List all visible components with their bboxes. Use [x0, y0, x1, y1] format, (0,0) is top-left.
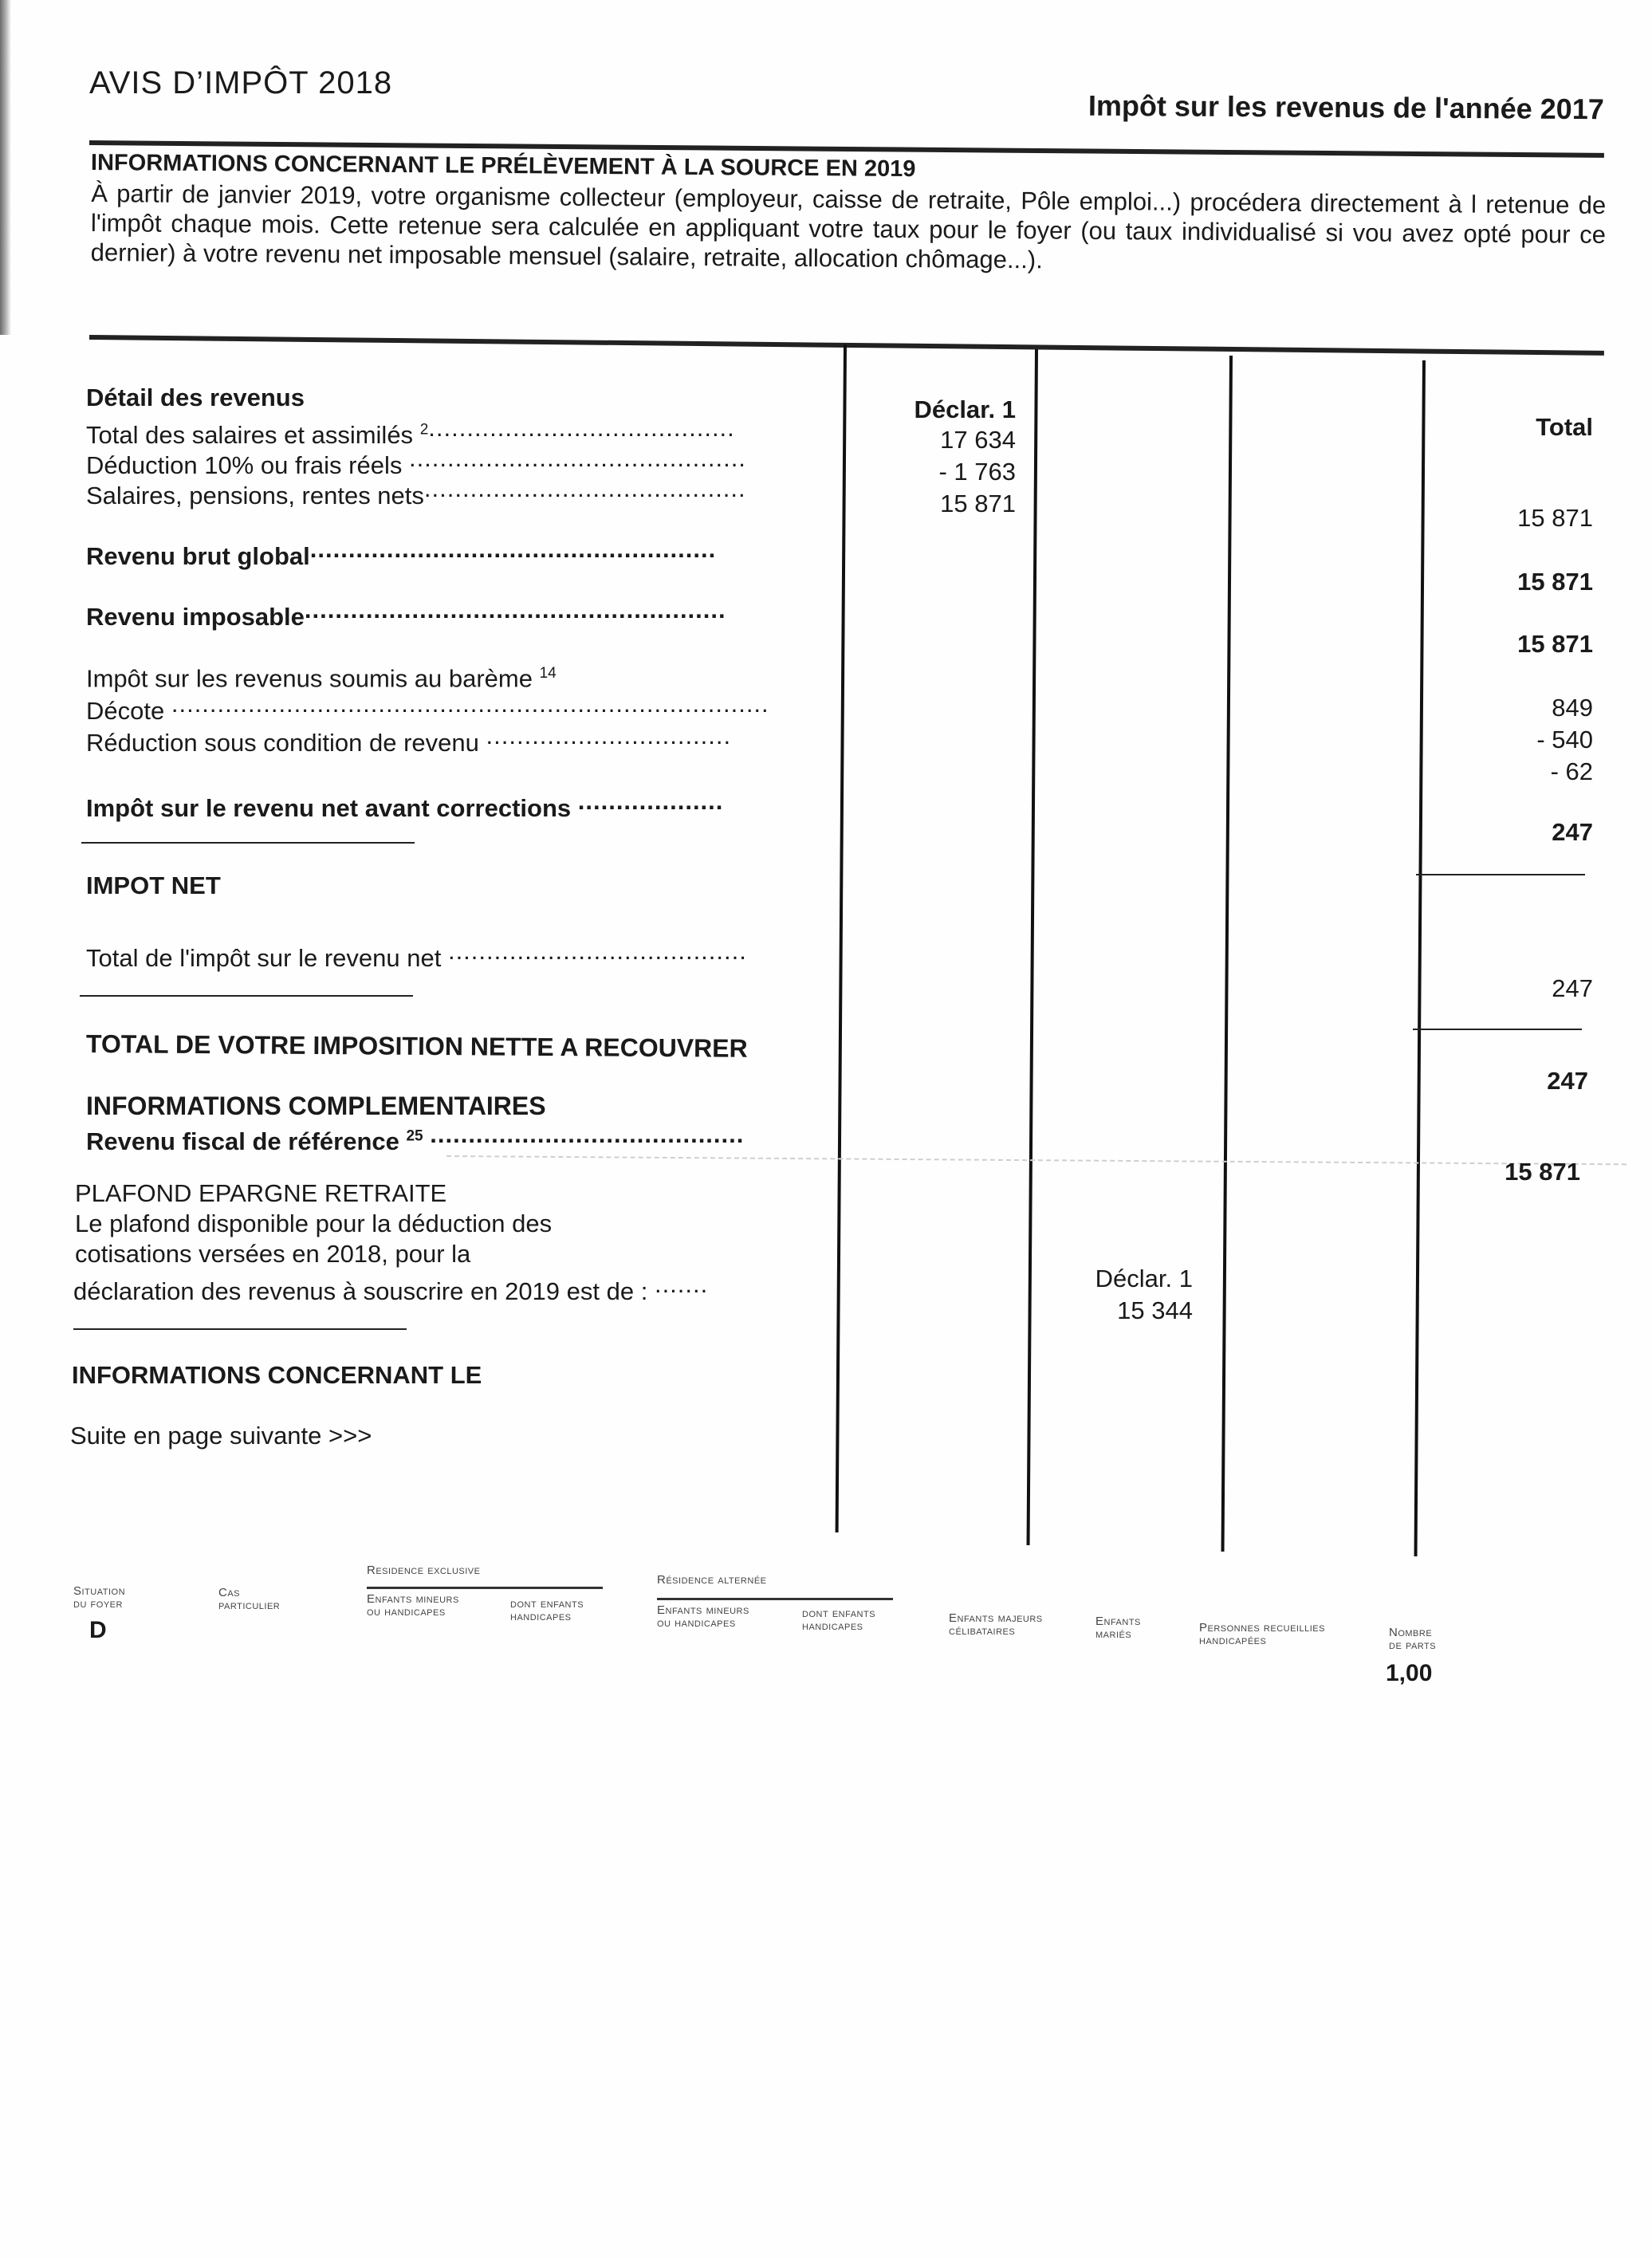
- leader-dots: ................................: [486, 722, 732, 749]
- res-alt-col2-label: [802, 1607, 875, 1633]
- footer-label-line: dont enfants: [510, 1597, 584, 1611]
- complementaires-heading: INFORMATIONS COMPLEMENTAIRES: [86, 1092, 546, 1120]
- notice-title: AVIS D’IMPÔT 2018: [89, 65, 393, 100]
- footer-label-line: Nombre: [1389, 1626, 1433, 1639]
- footer-rule: [367, 1587, 603, 1589]
- leader-dots: .......................................................: [304, 596, 726, 624]
- footer-label-line: ou handicapes: [657, 1616, 736, 1630]
- plafond-line3: [73, 1269, 708, 1307]
- row-avant-corrections-label: [86, 786, 723, 824]
- footer-label-line: mariés: [1095, 1627, 1132, 1641]
- rfr-label: [86, 1119, 744, 1157]
- row-avant-corrections-total: 247: [1552, 818, 1593, 846]
- footer-situation-label: [73, 1585, 125, 1611]
- row-nets-total: 15 871: [1517, 504, 1593, 532]
- row-salaires-declar1: 17 634: [940, 426, 1016, 454]
- leader-dots: ............................................: [408, 444, 746, 472]
- plafond-declar-label: Déclar. 1: [1095, 1265, 1193, 1292]
- rfr-value: 15 871: [1504, 1158, 1580, 1186]
- row-label-text: Impôt sur le revenu net avant corrections: [86, 794, 572, 822]
- footer-label-line: handicapes: [510, 1610, 572, 1623]
- parts-value: 1,00: [1386, 1660, 1433, 1686]
- leader-dots: ..........................................: [423, 474, 746, 502]
- row-label-text: Total des salaires et assimilés: [86, 421, 414, 449]
- plafond-line1: Le plafond disponible pour la déduction des: [75, 1210, 553, 1237]
- footer-label-line: handicapées: [1199, 1634, 1267, 1647]
- impot-net-heading: IMPOT NET: [86, 871, 221, 899]
- row-imposable-total: 15 871: [1517, 630, 1593, 658]
- imposition-totale-value: 247: [1547, 1067, 1588, 1095]
- res-excl-col1-label: [367, 1593, 459, 1619]
- row-label-text: Revenu brut global: [86, 542, 310, 570]
- footnote-ref: 25: [406, 1127, 423, 1145]
- footer-label-line: du foyer: [73, 1597, 123, 1611]
- column-divider: [1414, 360, 1426, 1556]
- footer-label-line: handicapes: [802, 1619, 863, 1633]
- prelevement-text: À partir de janvier 2019, votre organisme collecteur (employeur, caisse de retraite, Pôle emploi...) procédera directement à l retenue de l'impôt chaque mois. Cette retenue sera calculée en appliquant votre taux pour le foyer (ou taux individualisé si vou avez opté pour ce dernier) à votre revenu net imposable mensuel (salaire, retraite, allocation chômage...).: [90, 179, 1607, 274]
- residence-exclusive-title: Residence exclusive: [367, 1564, 481, 1577]
- row-nets-label: [86, 474, 746, 511]
- column-divider: [1027, 349, 1038, 1545]
- row-deduction-declar1: - 1 763: [938, 458, 1016, 486]
- column-divider: [1221, 356, 1233, 1552]
- res-excl-col2-label: [510, 1598, 584, 1623]
- footnote-ref: 2: [419, 421, 429, 439]
- section-rule: [80, 995, 413, 997]
- row-label-text: Déduction 10% ou frais réels: [86, 451, 403, 479]
- leader-dots: .........................................: [430, 1120, 745, 1148]
- leader-dots: .......: [654, 1270, 709, 1298]
- declar1-header: Déclar. 1: [914, 395, 1016, 423]
- leader-dots: .......................................: [447, 937, 747, 965]
- row-total-impot-net-label: [86, 936, 747, 974]
- majeurs-label: [949, 1612, 1043, 1638]
- section-rule: [81, 842, 415, 844]
- info-le-heading: INFORMATIONS CONCERNANT LE: [72, 1361, 482, 1389]
- footer-label-line: Enfants mineurs: [367, 1592, 459, 1606]
- total-header: Total: [1536, 413, 1593, 441]
- income-year-title: Impôt sur les revenus de l'année 2017: [1088, 89, 1605, 126]
- parts-label: [1389, 1627, 1436, 1652]
- total-rule: [1416, 874, 1585, 875]
- row-label-text: Salaires, pensions, rentes nets: [86, 482, 424, 509]
- footer-label-line: de parts: [1389, 1638, 1437, 1652]
- footer-label-line: Enfants: [1095, 1615, 1141, 1628]
- footer-label-line: Enfants mineurs: [657, 1603, 749, 1617]
- column-divider: [836, 344, 847, 1532]
- row-label-text: déclaration des revenus à souscrire en 2019 est de :: [73, 1277, 648, 1305]
- plafond-line2: cotisations versées en 2018, pour la: [75, 1240, 471, 1268]
- row-reduction-total: - 62: [1550, 757, 1593, 785]
- footer-label-line: Personnes recueillies: [1199, 1621, 1325, 1634]
- res-alt-col1-label: [657, 1604, 749, 1630]
- plafond-heading: PLAFOND EPARGNE RETRAITE: [75, 1179, 447, 1207]
- row-label-text: Réduction sous condition de revenu: [86, 729, 479, 757]
- situation-value: D: [89, 1617, 107, 1643]
- recueillies-label: [1199, 1622, 1325, 1647]
- footer-label-line: ou handicapes: [367, 1605, 446, 1619]
- row-decote-total: - 540: [1536, 726, 1593, 753]
- row-label-text: Impôt sur les revenus soumis au barème: [86, 664, 533, 693]
- row-label-text: Revenu imposable: [86, 603, 305, 631]
- residence-alternee-title: Résidence alternée: [657, 1573, 767, 1587]
- footer-cas-label: [218, 1587, 280, 1612]
- row-label-text: Revenu fiscal de référence: [86, 1127, 399, 1155]
- total-rule: [1413, 1029, 1582, 1030]
- row-label-text: Total de l'impôt sur le revenu net: [86, 944, 442, 972]
- row-brut-global-total: 15 871: [1517, 568, 1593, 596]
- leader-dots: .....................................................: [309, 535, 717, 563]
- fold-line: [446, 1155, 1626, 1165]
- leader-dots: ...................: [577, 787, 724, 815]
- footer-label-line: dont enfants: [802, 1607, 876, 1620]
- detail-revenus-heading: Détail des revenus: [86, 384, 305, 411]
- suite-page-link: Suite en page suivante >>>: [70, 1422, 372, 1450]
- page-edge-shadow: [0, 0, 11, 335]
- prelevement-heading: INFORMATIONS CONCERNANT LE PRÉLÈVEMENT À LA SOURCE EN 2019: [90, 150, 916, 183]
- row-total-impot-net-value: 247: [1552, 974, 1593, 1002]
- row-label-text: Décote: [86, 697, 165, 725]
- footer-rule: [657, 1598, 893, 1600]
- section-rule: [73, 1328, 407, 1330]
- plafond-declar-value: 15 344: [1117, 1296, 1193, 1324]
- footer-label-line: Cas: [218, 1586, 241, 1599]
- row-imposable-label: [86, 595, 726, 632]
- footer-label-line: Enfants majeurs: [949, 1611, 1043, 1625]
- row-bareme-total: 849: [1552, 694, 1593, 722]
- row-brut-global-label: [86, 534, 716, 572]
- maries-label: [1095, 1615, 1141, 1641]
- leader-dots: ........................................: [428, 414, 735, 442]
- footer-label-line: particulier: [218, 1599, 281, 1612]
- row-reduction-label: [86, 721, 731, 758]
- footer-label-line: célibataires: [949, 1624, 1016, 1638]
- footnote-ref: 14: [539, 665, 557, 682]
- leader-dots: ..............................................................................: [171, 690, 769, 718]
- row-nets-declar1: 15 871: [940, 490, 1016, 517]
- imposition-totale-label: TOTAL DE VOTRE IMPOSITION NETTE A RECOUVRER: [85, 1029, 748, 1063]
- footer-label-line: Situation: [73, 1584, 126, 1598]
